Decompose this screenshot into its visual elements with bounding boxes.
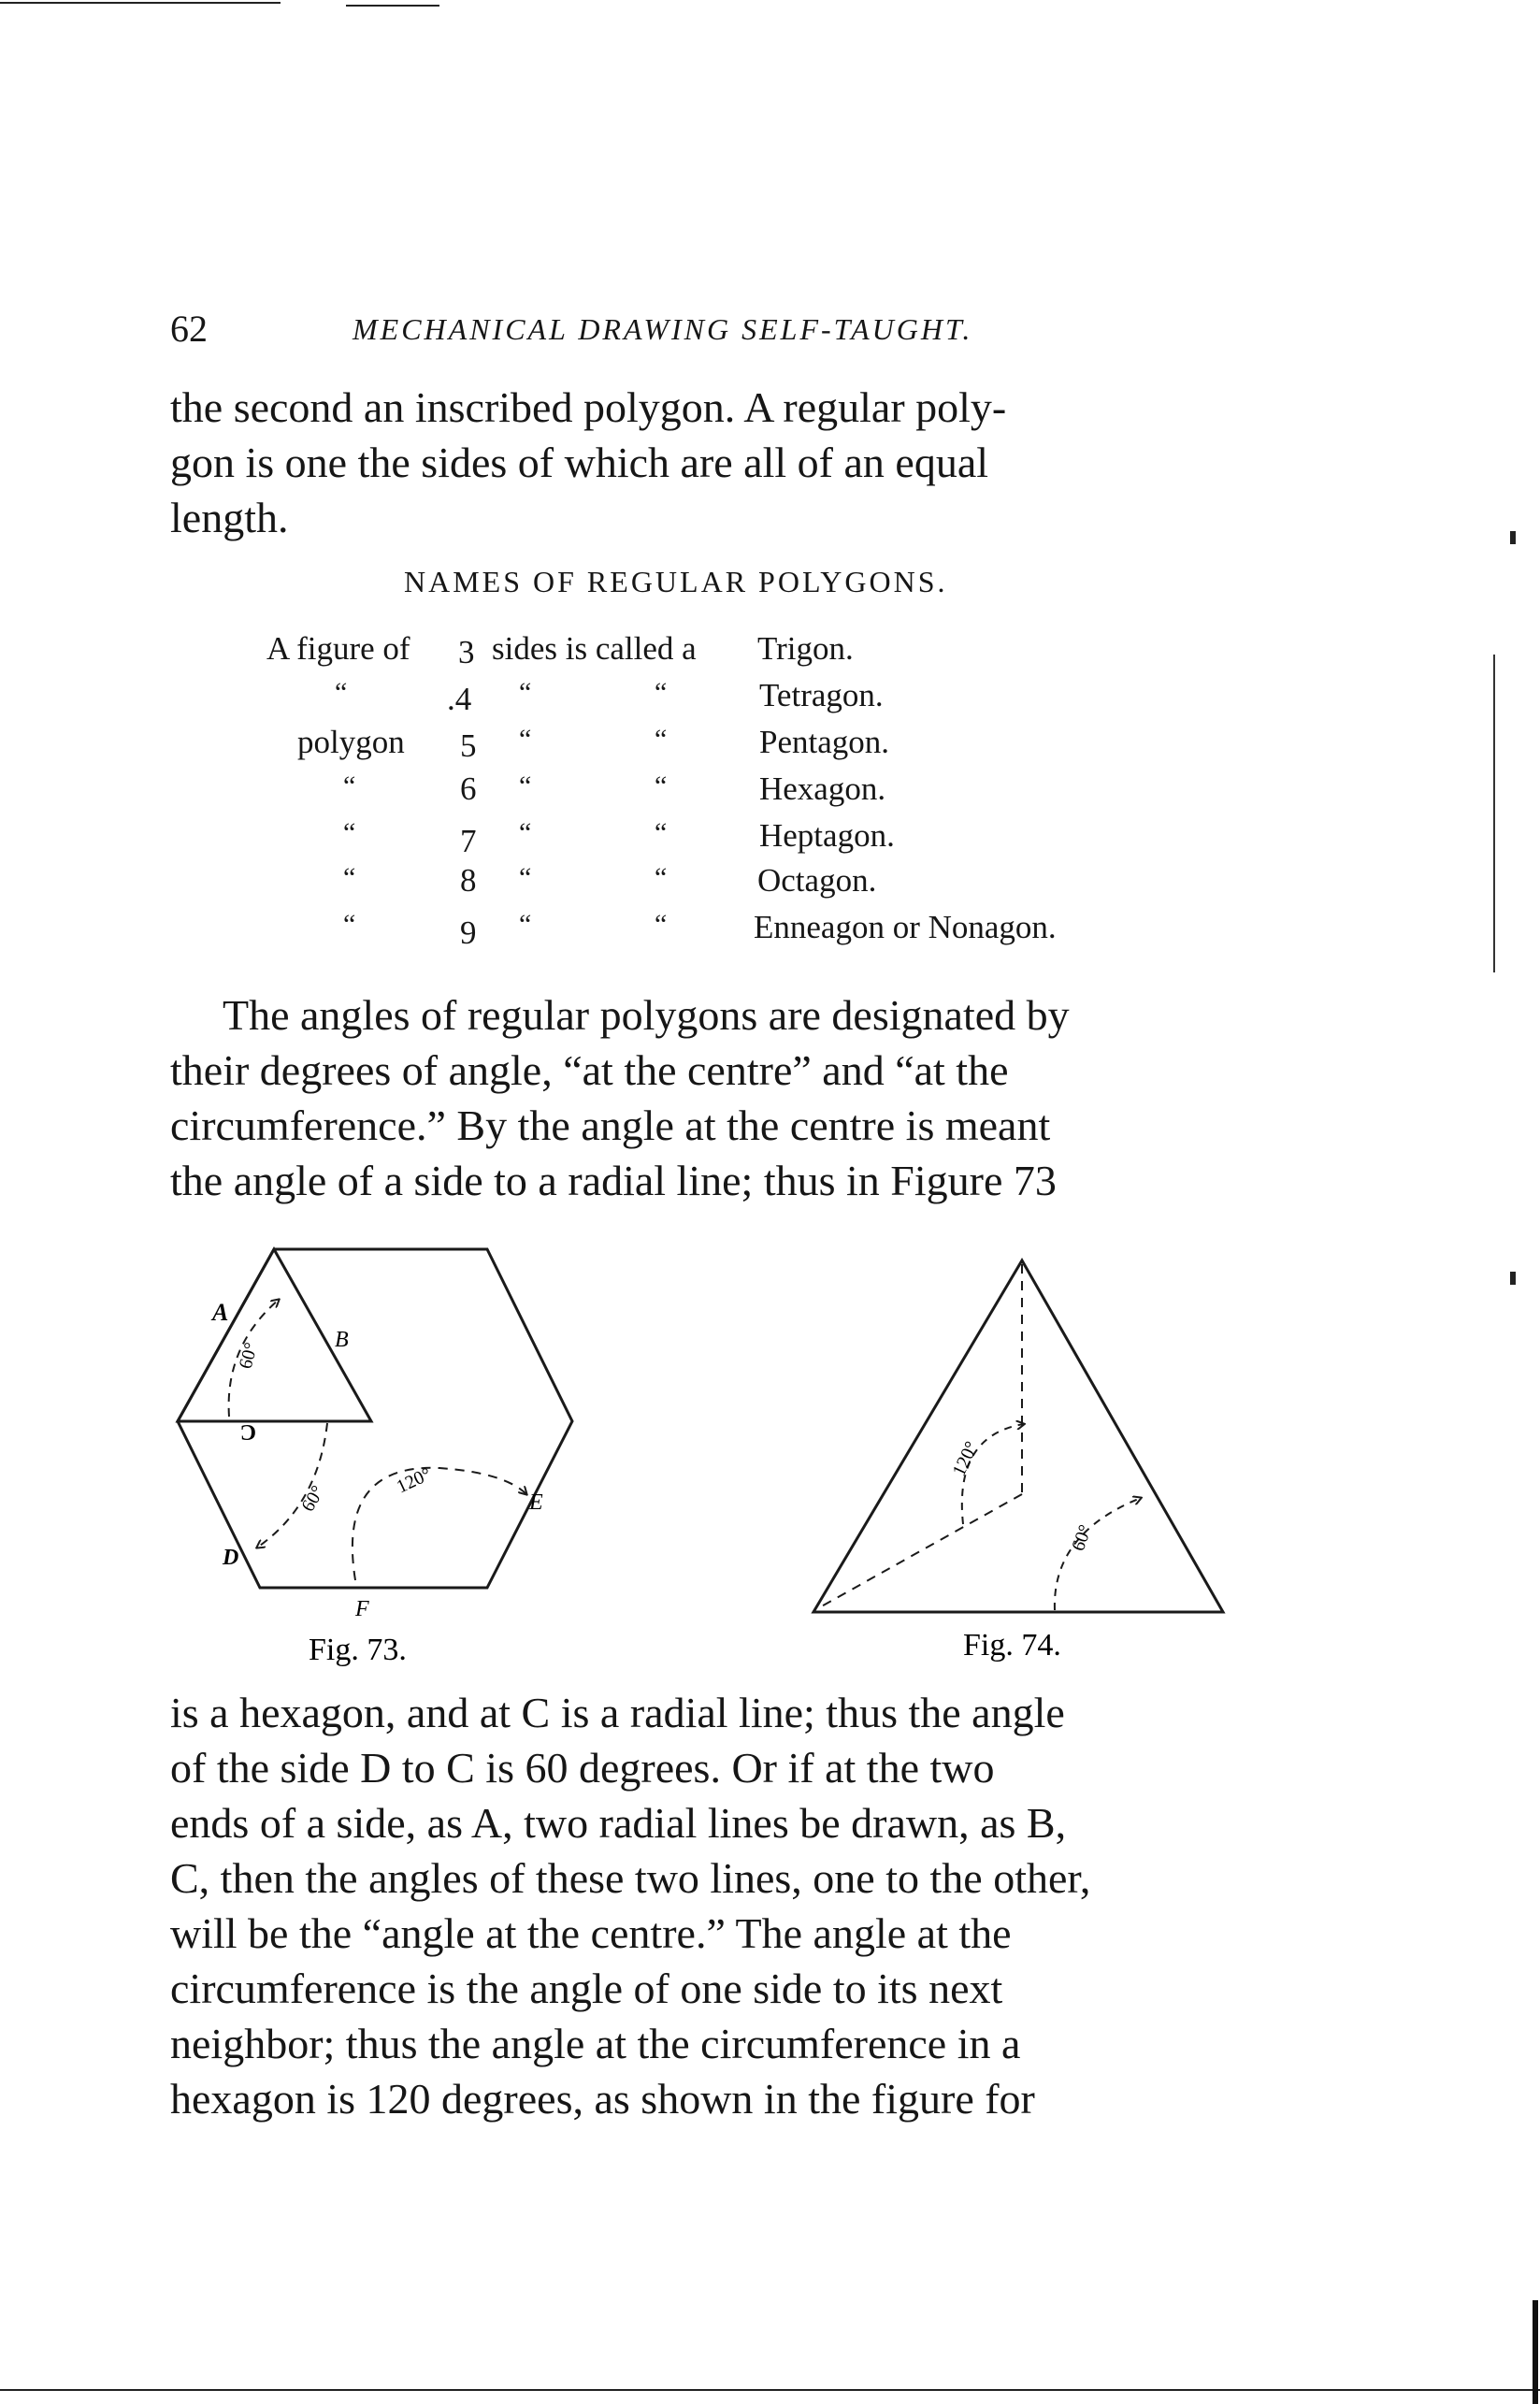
text-line: circumference.” By the angle at the centre is meant	[170, 1101, 1051, 1149]
table-cell-name: Octagon.	[757, 862, 877, 899]
ditto-mark: “	[519, 724, 532, 755]
text-line: their degrees of angle, “at the centre” and “at the	[170, 1046, 1009, 1094]
table-cell-name: Trigon.	[757, 630, 854, 667]
text-line: of the side D to C is 60 degrees. Or if at the two	[170, 1744, 995, 1792]
label-a: A	[212, 1299, 229, 1326]
angle-label-60: 60°	[1068, 1521, 1097, 1554]
ditto-mark: “	[655, 862, 668, 893]
ditto-mark: “	[655, 677, 668, 708]
running-head: MECHANICAL DRAWING SELF-TAUGHT.	[353, 312, 973, 346]
text-line: neighbor; thus the angle at the circumference in a	[170, 2020, 1021, 2067]
label-d: D	[223, 1546, 239, 1570]
text-line: C, then the angles of these two lines, one to the other,	[170, 1854, 1091, 1902]
label-b: B	[335, 1328, 349, 1352]
text-line: the second an inscribed polygon. A regular poly-	[170, 383, 1007, 431]
text-line: length.	[170, 494, 289, 541]
angle-label-120: 120°	[948, 1438, 983, 1480]
table-cell-sides: 6	[460, 770, 477, 807]
ditto-mark: “	[655, 909, 668, 940]
text-line: ends of a side, as A, two radial lines be drawn, as B,	[170, 1799, 1067, 1847]
text-line: gon is one the sides of which are all of an equal	[170, 439, 989, 486]
table-cell-name: Enneagon or Nonagon.	[754, 909, 1057, 945]
table-cell-sides: 9	[460, 914, 477, 951]
table-cell-lead: “	[343, 909, 356, 940]
text-line: circumference is the angle of one side to its next	[170, 1965, 1003, 2012]
ditto-mark: “	[655, 817, 668, 848]
table-cell-lead: polygon	[297, 724, 405, 760]
table-cell-name: Hexagon.	[759, 770, 886, 807]
text-line: The angles of regular polygons are designated by	[223, 991, 1070, 1039]
page-number: 62	[170, 308, 208, 350]
angle-label-60-lower: 60°	[297, 1482, 329, 1516]
figure-caption: Fig. 73.	[309, 1633, 407, 1667]
table-title: NAMES OF REGULAR POLYGONS.	[404, 565, 948, 598]
table-cell-sides: 3	[458, 634, 475, 670]
ditto-mark: “	[519, 677, 532, 708]
ditto-mark: “	[519, 909, 532, 940]
table-cell-sides: 7	[460, 823, 477, 859]
table-cell-name: Tetragon.	[759, 677, 884, 713]
text-line: hexagon is 120 degrees, as shown in the figure for	[170, 2075, 1035, 2123]
table-cell-lead: “	[343, 862, 356, 893]
table-cell-sides: 5	[460, 727, 477, 764]
ditto-mark: “	[519, 770, 532, 801]
text-line: is a hexagon, and at C is a radial line; thus the angle	[170, 1689, 1065, 1736]
ditto-mark: “	[519, 862, 532, 893]
table-cell-name: Pentagon.	[759, 724, 890, 760]
angle-label-60-top: 60°	[235, 1340, 263, 1372]
table-cell-lead: “	[335, 677, 348, 708]
table-cell-middle: sides is called a	[492, 630, 697, 667]
figure-caption: Fig. 74.	[963, 1628, 1061, 1663]
table-cell-sides: .4	[447, 681, 472, 717]
ditto-mark: “	[655, 724, 668, 755]
label-c: C	[239, 1419, 256, 1444]
table-cell-lead: A figure of	[266, 630, 410, 667]
text-line: the angle of a side to a radial line; thus in Figure 73	[170, 1157, 1057, 1204]
label-e: E	[529, 1490, 543, 1515]
ditto-mark: “	[519, 817, 532, 848]
ditto-mark: “	[655, 770, 668, 801]
table-cell-lead: “	[343, 770, 356, 801]
table-cell-lead: “	[343, 817, 356, 848]
angle-label-120: 120°	[393, 1463, 435, 1498]
table-cell-sides: 8	[460, 862, 477, 899]
table-cell-name: Heptagon.	[759, 817, 895, 854]
label-f: F	[355, 1597, 369, 1621]
text-line: will be the “angle at the centre.” The angle at the	[170, 1909, 1012, 1957]
